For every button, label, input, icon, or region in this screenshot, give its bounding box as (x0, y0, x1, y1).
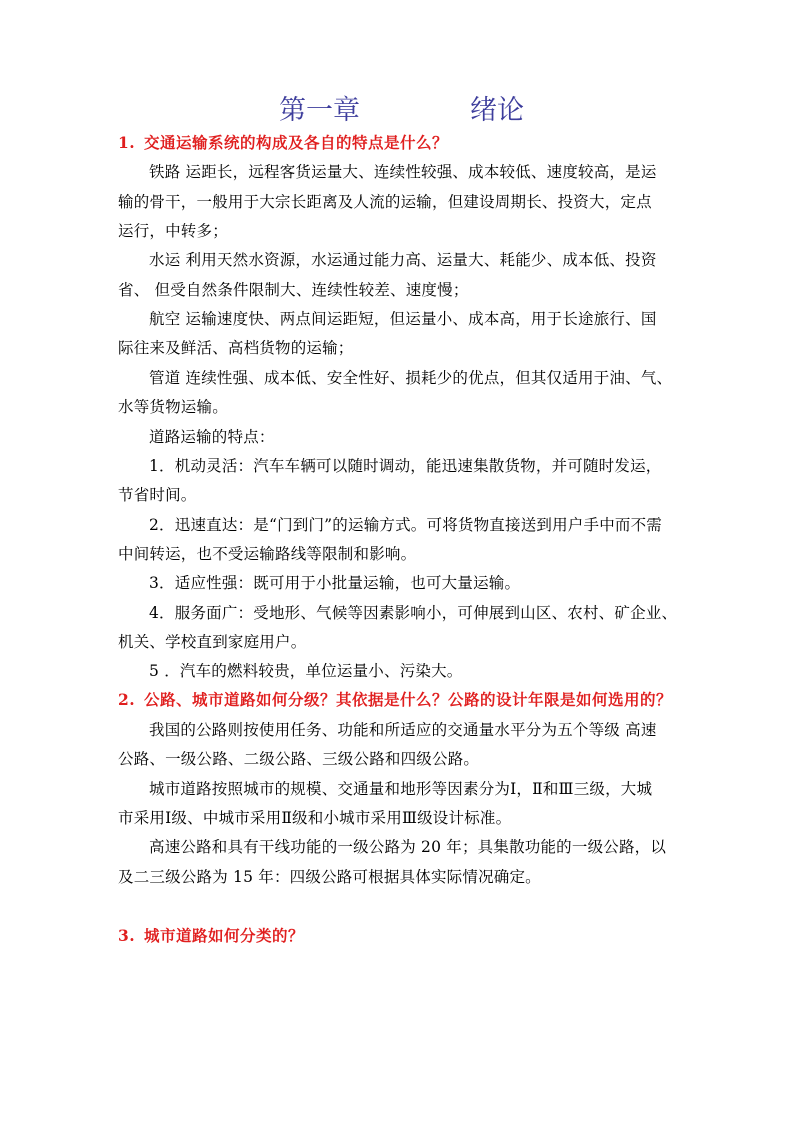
paragraph-line: 水运 利用天然水资源，水运通过能力高、运量大、耗能少、成本低、投资 (149, 251, 657, 269)
paragraph-line: 输的骨干，一般用于大宗长距离及人流的运输，但建设周期长、投资大，定点 (118, 193, 652, 211)
question-number: 1. (118, 133, 136, 152)
paragraph-line: 中间转运，也不受运输路线等限制和影响。 (118, 545, 417, 563)
paragraph-line: 高速公路和具有干线功能的一级公路为 20 年；具集散功能的一级公路，以 (149, 838, 667, 856)
list-item: 3．适应性强：既可用于小批量运输，也可大量运输。 (149, 574, 521, 592)
list-item: 5 ．汽车的燃料较贵，单位运量小、污染大。 (149, 662, 463, 680)
paragraph-line: 及二三级公路为 15 年：四级公路可根据具体实际情况确定。 (118, 868, 541, 886)
paragraph-line: 运行，中转多； (118, 222, 228, 240)
paragraph-line: 管道 连续性强、成本低、安全性好、损耗少的优点，但其仅适用于油、气、 (149, 369, 673, 387)
paragraph-line: 道路运输的特点： (149, 428, 275, 446)
paragraph-line: 水等货物运输。 (118, 398, 228, 416)
paragraph-line: 际往来及鲜活、高档货物的运输； (118, 339, 354, 357)
paragraph-line: 市采用Ⅰ级、中城市采用Ⅱ级和小城市采用Ⅲ级设计标准。 (118, 809, 512, 827)
chapter-number: 第一章 (279, 95, 360, 126)
list-item: 1．机动灵活：汽车车辆可以随时调动，能迅速集散货物，并可随时发运， (149, 457, 662, 475)
list-item: 4．服务面广：受地形、气候等因素影响小，可伸展到山区、农村、矿企业、 (149, 604, 678, 622)
question-text: 公路、城市道路如何分级？其依据是什么？公路的设计年限是如何选用的？ (144, 690, 673, 709)
question-text: 交通运输系统的构成及各自的特点是什么？ (144, 133, 449, 152)
chapter-title (0, 88, 794, 128)
chapter-name: 绪论 (470, 95, 524, 126)
section-1-question (118, 133, 678, 153)
section-3-question (118, 926, 678, 946)
list-item: 2．迅速直达：是“门到门”的运输方式。可将货物直接送到用户手中而不需 (149, 516, 663, 534)
question-text: 城市道路如何分类的？ (144, 926, 305, 945)
paragraph-line: 城市道路按照城市的规模、交通量和地形等因素分为Ⅰ，Ⅱ和Ⅲ三级，大城 (149, 780, 653, 798)
paragraph-line: 省、 但受自然条件限制大、连续性较差、速度慢； (118, 281, 469, 299)
paragraph-line: 航空 运输速度快、两点间运距短，但运量小、成本高，用于长途旅行、国 (149, 310, 657, 328)
paragraph-line: 公路、一级公路、二级公路、三级公路和四级公路。 (118, 750, 480, 768)
paragraph-line: 我国的公路则按使用任务、功能和所适应的交通量水平分为五个等级 高速 (149, 721, 657, 739)
question-number: 2. (118, 690, 136, 709)
paragraph-line: 铁路 运距长，远程客货运量大、连续性较强、成本较低、速度较高，是运 (149, 163, 657, 181)
question-number: 3. (118, 926, 136, 945)
paragraph-line: 节省时间。 (118, 486, 197, 504)
paragraph-line: 机关、学校直到家庭用户。 (118, 633, 307, 651)
section-2-question (118, 690, 678, 710)
